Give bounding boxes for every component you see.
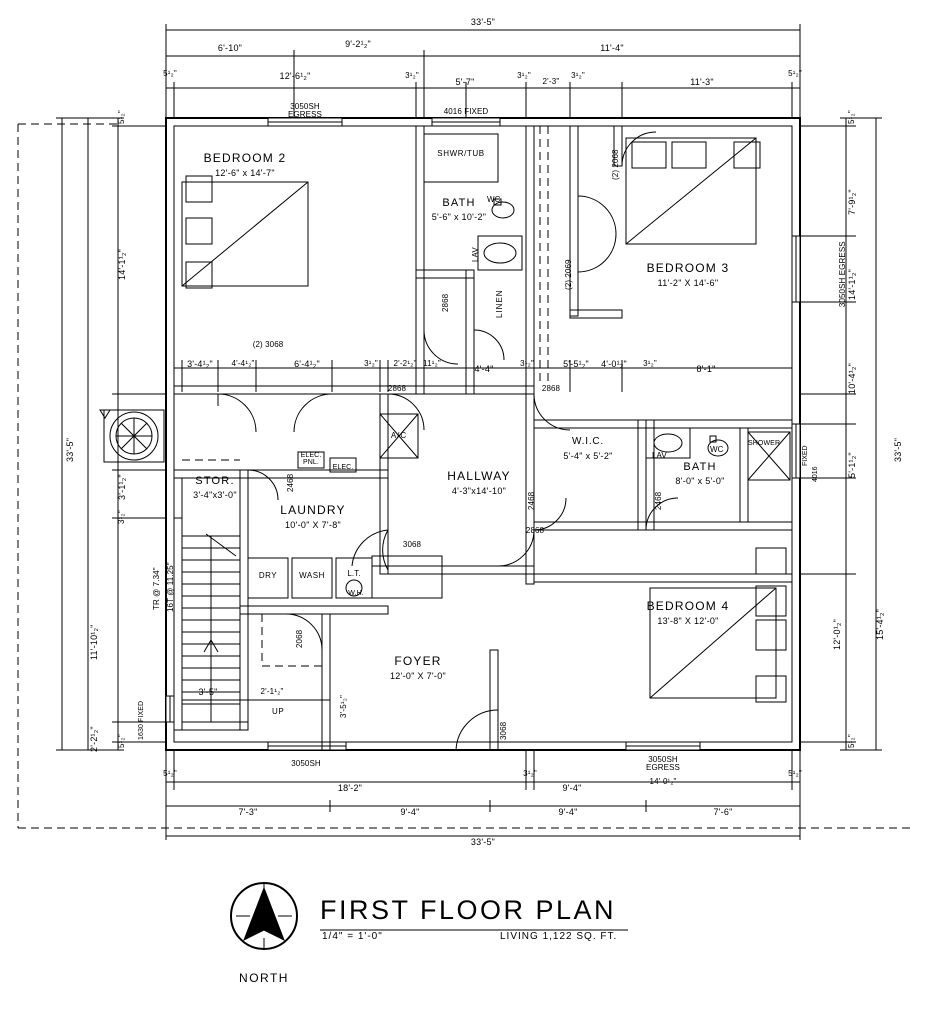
appliance-label-dry: DRY <box>258 571 278 580</box>
dim-right-4: 5'-1¹₂" <box>847 452 857 478</box>
dim-mid-9: 4'-0¹₂" <box>601 359 627 369</box>
dim-top-r2-0: 5¹₂" <box>163 69 177 78</box>
dim-top-r2-4: 3¹₂" <box>517 71 531 80</box>
dim-top-r2-5: 2'-3" <box>542 77 560 86</box>
dim-misc-0: 3'-5" <box>198 687 218 697</box>
room-size-hallway: 4'-3"x14'-10" <box>451 486 507 496</box>
dim-bottom-overall: 33'-5" <box>470 837 496 847</box>
room-label-laundry: LAUNDRY <box>280 503 346 517</box>
dim-right-6: 12'-0¹₂" <box>832 618 842 650</box>
dim-left-2: 3'-1¹₂" <box>117 474 127 500</box>
room-size-laundry: 10'-0" X 7'-8" <box>284 520 342 530</box>
dim-left-1: 14'-1¹₂" <box>117 248 127 280</box>
dim-bot2-0: 7'-3" <box>238 807 258 817</box>
window-tag-3050sh-egress-right: 3050SH EGRESS <box>837 241 847 308</box>
fixture-label-shower: SHOWER <box>748 440 781 447</box>
fixture-label-wc-1: WC <box>487 195 501 204</box>
dim-left-5: 2'-2¹₂" <box>89 726 99 752</box>
room-size-wic: 5'-4" x 5'-2" <box>563 451 613 461</box>
equipment-label-ac: A/C <box>390 431 408 440</box>
fixture-label-shwr-tub: SHWR/TUB <box>437 149 485 158</box>
dim-left-3: 3¹₂" <box>117 510 126 524</box>
door-tag-3068-laundry: 3068 <box>402 540 422 549</box>
dim-bot1-3: 9'-4" <box>562 783 582 793</box>
dim-right-1: 7'-9¹₂" <box>847 189 857 215</box>
window-tag-3050sh-bottom: 3050SH <box>291 759 321 768</box>
dim-mid-10: 3¹₂" <box>643 359 657 368</box>
north-label: NORTH <box>239 971 289 985</box>
dim-mid-2: 6'-4¹₂" <box>294 359 320 369</box>
dim-left-0: 5¹₂" <box>117 110 126 124</box>
door-tag-2868-hall-left: 2868 <box>387 384 407 393</box>
dim-top-r2-3: 5'-7" <box>455 77 475 87</box>
room-label-foyer: FOYER <box>394 654 442 668</box>
dim-top-overall: 33'-5" <box>470 17 496 27</box>
room-size-bedroom3: 11'-2" X 14'-6" <box>657 278 719 288</box>
dim-top-r1-0: 6'-10" <box>217 43 243 53</box>
door-tag-2069-pair: (2) 2069 <box>564 259 573 290</box>
door-tag-3068-pair: (2) 3068 <box>252 340 284 349</box>
dim-bot1-2: 3¹₂" <box>523 769 537 778</box>
room-size-bedroom4: 13'-8" X 12'-0" <box>657 616 719 626</box>
room-label-wic: W.I.C. <box>571 436 605 447</box>
dim-bot1-0: 5¹₂" <box>163 769 177 778</box>
room-size-bath-2: 8'-0" x 5'-0" <box>675 476 725 486</box>
dim-bedroom4-note: 14'-0¹₂" <box>649 777 677 786</box>
dim-left-overall: 33'-5" <box>65 437 75 462</box>
dim-bot2-2: 9'-4" <box>558 807 578 817</box>
room-size-storage: 3'-4"x3'-0" <box>193 490 237 500</box>
dim-mid-8: 5'-5¹₂" <box>563 359 589 369</box>
equipment-label-elec-pnl: ELEC. PNL. <box>300 452 322 467</box>
appliance-label-lt: L.T. <box>347 569 361 578</box>
door-tag-2868-hall-right: 2868 <box>541 384 561 393</box>
living-area: LIVING 1,122 SQ. FT. <box>500 931 618 942</box>
window-tag-4016-fixed-right: FIXED <box>802 445 809 466</box>
dim-bot2-1: 9'-4" <box>400 807 420 817</box>
room-label-bath-2: BATH <box>683 461 717 473</box>
door-tag-2868-bath: 2868 <box>441 293 450 312</box>
room-size-bedroom2: 12'-6" x 14'-7" <box>215 168 275 178</box>
dim-right-5: 15'-4¹₂" <box>875 608 885 640</box>
dim-mid-11: 8'-1" <box>696 364 716 374</box>
dim-top-r2-1: 12'-6¹₂" <box>279 71 311 81</box>
room-label-bedroom3: BEDROOM 3 <box>646 261 730 275</box>
room-label-bath-1: BATH <box>442 197 476 209</box>
door-tag-2068-foyer: 2068 <box>295 629 304 648</box>
window-tag-4016-right: 4016 <box>812 466 819 482</box>
sheet-title: FIRST FLOOR PLAN <box>320 895 617 925</box>
dim-mid-3: 3¹₂" <box>364 359 378 368</box>
dim-bot1-4: 5¹₂" <box>788 769 802 778</box>
door-tag-2468-wic: 2468 <box>527 491 536 510</box>
dim-bot2-3: 7'-6" <box>713 807 733 817</box>
door-tag-2868-hall-bottom: 2868 <box>525 526 545 535</box>
dim-mid-1: 4'-4¹₂" <box>231 359 255 368</box>
window-tag-3050sh-egress-bottom: 3050SH EGRESS <box>646 755 680 773</box>
dim-right-overall: 33'-5" <box>893 437 903 462</box>
dim-right-0: 5¹₂" <box>847 110 856 124</box>
window-tag-1630-fixed: 1630 FIXED <box>138 700 145 740</box>
dim-mid-0: 3'-4¹₂" <box>187 359 213 369</box>
door-tag-2468-stor: 2468 <box>286 473 295 492</box>
dim-right-3: 10'-4¹₂" <box>847 362 857 394</box>
dim-right-2: 14'-1¹₂" <box>847 268 857 300</box>
dim-top-r2-8: 5¹₂" <box>788 69 802 78</box>
room-label-storage: STOR. <box>195 475 235 487</box>
stair-direction-up: UP <box>272 707 285 716</box>
dim-misc-1: 2'-1¹₂" <box>260 687 284 696</box>
dim-mid-5: 11¹₂" <box>423 359 441 368</box>
dim-left-6: 5¹₂" <box>117 734 126 748</box>
fixture-label-lav-1: LAV <box>471 247 480 262</box>
room-label-bedroom4: BEDROOM 4 <box>646 599 730 613</box>
fixture-label-wc-2: WC <box>710 445 724 454</box>
dim-bot1-1: 18'-2" <box>337 783 363 793</box>
dim-right-8: 5¹₂" <box>847 734 856 748</box>
room-label-bedroom2: BEDROOM 2 <box>203 151 287 165</box>
room-size-foyer: 12'-0" X 7'-0" <box>389 671 447 681</box>
dim-top-r1-1: 9'-2¹₂" <box>345 39 371 49</box>
dim-mid-7: 3¹₂" <box>520 359 534 368</box>
appliance-label-wash: WASH <box>299 571 325 580</box>
dim-mid-4: 2'-2¹₂" <box>393 359 417 368</box>
door-tag-2068-pair: (2) 2068 <box>611 149 620 180</box>
stair-note: TR @ 7.34" <box>152 567 161 610</box>
door-tag-3068-entry: 3068 <box>499 721 508 740</box>
dim-top-r2-7: 11'-3" <box>690 77 714 87</box>
dim-left-4: 11'-10¹₂" <box>89 624 99 660</box>
dim-mid-6: 4'-4" <box>474 364 494 374</box>
window-tag-3050sh-egress-top: 3050SH EGRESS <box>288 102 322 120</box>
room-label-linen: LINEN <box>495 289 504 318</box>
fixture-label-lav-2: LAV <box>652 451 667 460</box>
door-tag-2468-bath: 2468 <box>654 491 663 510</box>
window-tag-4016-fixed: 4016 FIXED <box>443 107 489 116</box>
room-size-bath-1: 5'-6" x 10'-2" <box>431 212 487 222</box>
sheet-scale: 1/4" = 1'-0" <box>322 931 383 942</box>
dim-top-r2-6: 3¹₂" <box>571 71 585 80</box>
dim-top-r1-2: 11'-4" <box>600 43 624 53</box>
appliance-label-wh: W.H. <box>348 590 364 597</box>
dim-misc-2: 3'-5¹₂" <box>339 694 348 718</box>
dim-top-r2-2: 3¹₂" <box>405 71 419 80</box>
equipment-label-elec: ELEC. <box>332 464 354 471</box>
room-label-hallway: HALLWAY <box>447 469 511 483</box>
stair-note-2: 16T @ 11.25" <box>166 562 175 612</box>
